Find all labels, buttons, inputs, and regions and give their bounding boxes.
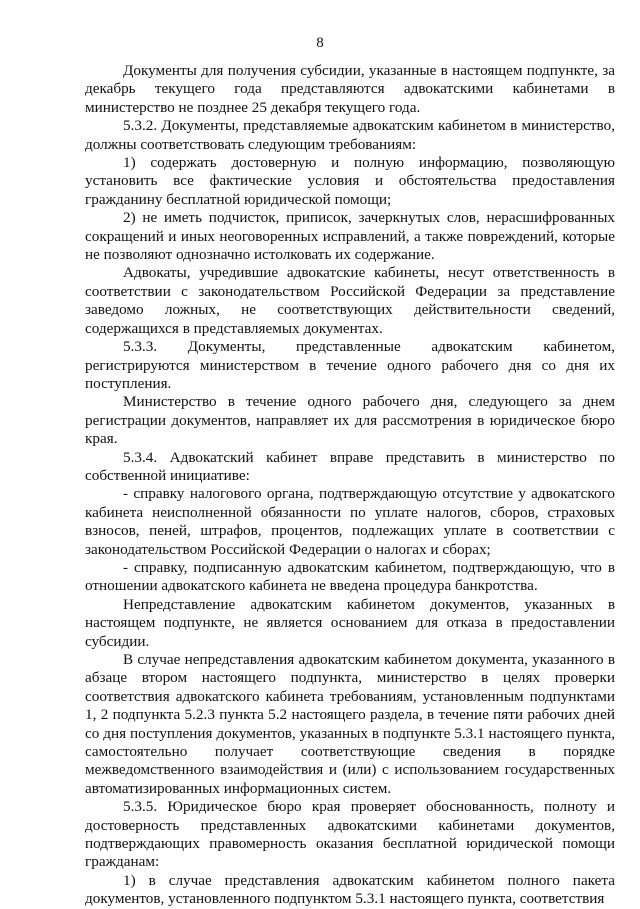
paragraph-lawyer-responsibility: Адвокаты, учредившие адвокатские кабинеты, несут ответственность в соответствии с законодательством Российской Федерации за представление заведомо ложных, не соответствующих действительности сведений, содержащихся в представляемых документах. [85, 264, 615, 337]
paragraph-full-package: 1) в случае представления адвокатским кабинетом полного пакета документов, установленного подпунктом 5.3.1 настоящего пункта, соответствия [85, 871, 615, 908]
paragraph-5-3-4: 5.3.4. Адвокатский кабинет вправе представить в министерство по собственной инициативе: [85, 448, 615, 484]
paragraph-5-3-5: 5.3.5. Юридическое бюро края проверяет обоснованность, полноту и достоверность представленных адвокатскими кабинетами документов, подтверждающих правомерность оказания бесплатной юридической помощи гражданам: [85, 798, 615, 871]
document-body [85, 62, 615, 909]
paragraph-subsidy-documents-december: Документы для получения субсидии, указанные в настоящем подпункте, за декабрь текущего года представляются адвокатскими кабинетами в министерство не позднее 25 декабря текущего года. [85, 62, 615, 116]
paragraph-bankruptcy-certificate: - справку, подписанную адвокатским кабинетом, подтверждающую, что в отношении адвокатского кабинета не введена процедура банкротства. [85, 558, 615, 595]
paragraph-5-3-3: 5.3.3. Документы, представленные адвокатским кабинетом, регистрируются министерством в течение одного рабочего дня со дня их поступления. [85, 338, 615, 392]
paragraph-requirement-1: 1) содержать достоверную и полную информацию, позволяющую установить все фактические условия и обстоятельства предоставления гражданину бесплатной юридической помощи; [85, 154, 615, 208]
paragraph-5-3-2: 5.3.2. Документы, представляемые адвокатским кабинетом в министерство, должны соответствовать следующим требованиям: [85, 117, 615, 153]
page-number: 8 [316, 35, 324, 51]
paragraph-requirement-2: 2) не иметь подчисток, приписок, зачеркнутых слов, нерасшифрованных сокращений и иных неоговоренных исправлений, а также повреждений, которые не позволяют однозначно истолковать их содержание. [85, 209, 615, 264]
paragraph-tax-certificate: - справку налогового органа, подтверждающую отсутствие у адвокатского кабинета неисполненной обязанности по уплате налогов, сборов, страховых взносов, пеней, штрафов, процентов, подлежащих уплате в соответствии с законодательством Российской Федерации о налогах и сборах; [85, 485, 615, 558]
paragraph-interagency-check: В случае непредставления адвокатским кабинетом документа, указанного в абзаце втором настоящего подпункта, министерство в целях проверки соответствия адвокатского кабинета требованиям, установленным подпунктами 1, 2 подпункта 5.2.3 пункта 5.2 настоящего раздела, в течение пяти рабочих дней со дня поступления документов, указанных в подпункте 5.3.1 настоящего пункта, самостоятельно получает соответствующие сведения в порядке межведомственного взаимодействия и (или) с использованием государственных автоматизированных информационных систем. [85, 651, 615, 797]
paragraph-non-submission: Непредставление адвокатским кабинетом документов, указанных в настоящем подпункте, не является основанием для отказа в предоставлении субсидии. [85, 595, 615, 650]
paragraph-ministry-forwarding: Министерство в течение одного рабочего дня, следующего за днем регистрации документов, направляет их для рассмотрения в юридическое бюро края. [85, 393, 615, 448]
